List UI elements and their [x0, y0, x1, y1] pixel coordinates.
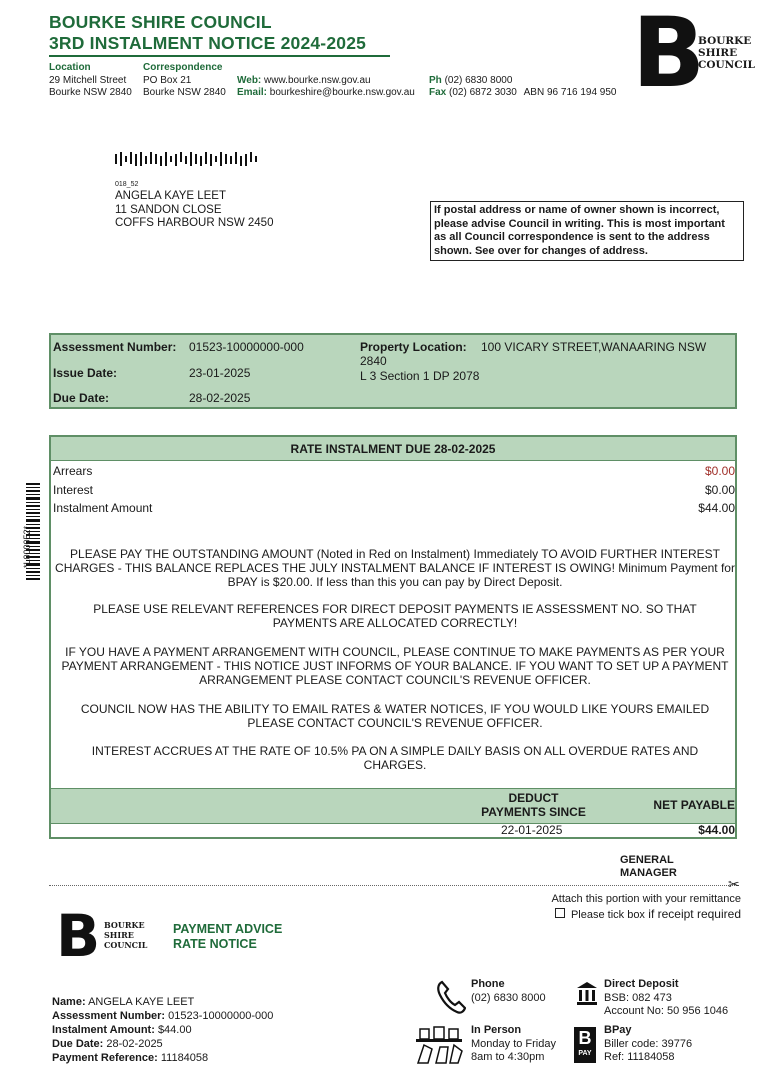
instalment-value: $44.00 [698, 501, 735, 515]
pd-assessment-value: 01523-10000000-000 [168, 1010, 274, 1022]
web-email-block [237, 75, 415, 100]
in-person-icon [414, 1025, 464, 1065]
payment-details [52, 995, 273, 1065]
phone-number: (02) 6830 8000 [471, 991, 546, 1004]
council-title-block [49, 12, 366, 54]
tear-off-line [49, 885, 739, 886]
email-link[interactable]: bourkeshire@bourke.nsw.gov.au [269, 87, 415, 98]
pd-instalment-value: $44.00 [157, 1024, 192, 1036]
scissors-icon: ✂ [728, 876, 740, 892]
fax-value: (02) 6872 3030 [449, 87, 517, 98]
rate-heading: RATE INSTALMENT DUE 28-02-2025 [51, 437, 735, 461]
bank-icon [577, 982, 597, 1006]
interest-label: Interest [53, 483, 94, 497]
due-date-value: 28-02-2025 [189, 391, 251, 405]
fax-label: Fax [429, 87, 447, 98]
correspondence-line1: PO Box 21 [143, 74, 192, 86]
location-line1: 29 Mitchell Street [49, 74, 127, 86]
recipient-town: COFFS HARBOUR NSW 2450 [115, 217, 274, 229]
instalment-row [53, 501, 735, 515]
pd-name-value: ANGELA KAYE LEET [88, 996, 195, 1008]
issue-date-value: 23-01-2025 [189, 366, 251, 380]
council-logo: B [632, 0, 706, 109]
small-logo-line1: BOURKE [104, 920, 145, 930]
message-email: COUNCIL NOW HAS THE ABILITY TO EMAIL RATES & WATER NOTICES, IF YOU WOULD LIKE YOURS EMAILED PLEASE CONTACT COUNCIL'S REVENUE OFFICER. [80, 702, 710, 730]
header-rule [49, 55, 390, 57]
receipt-required-text: if receipt required [648, 907, 741, 921]
web-link[interactable]: www.bourke.nsw.gov.au [264, 74, 371, 86]
instalment-label: Instalment Amount [53, 501, 153, 515]
net-payable-header [51, 788, 735, 824]
logo-line3: COUNCIL [698, 59, 755, 71]
logo-line1: BOURKE [698, 35, 752, 47]
small-logo-line3: COUNCIL [104, 940, 148, 950]
net-payable-label: NET PAYABLE [653, 798, 735, 812]
property-line2: 2840 [360, 354, 387, 368]
location-block [49, 62, 132, 100]
pd-name-label: Name: [52, 996, 86, 1008]
tick-box-text: Please tick box [570, 909, 645, 921]
recipient-name: ANGELA KAYE LEET [115, 190, 227, 202]
arrears-value: $0.00 [704, 464, 735, 478]
interest-row [53, 483, 735, 497]
arrears-row [53, 464, 735, 478]
rate-instalment-box [49, 435, 737, 839]
due-date-label: Due Date: [53, 391, 110, 405]
bpay-logo [574, 1027, 596, 1063]
arrears-label: Arrears [53, 464, 93, 478]
abn: ABN 96 716 194 950 [523, 87, 617, 98]
pd-ref-value: 11184058 [160, 1052, 209, 1064]
email-label: Email: [237, 87, 268, 98]
bpay-logo-letter: B [578, 1028, 592, 1048]
in-person-method [471, 1024, 556, 1065]
deposit-bsb: BSB: 082 473 [604, 991, 672, 1004]
deduct-payments-label [471, 791, 596, 819]
correspondence-line2: Bourke NSW 2840 [143, 87, 226, 98]
location-line2: Bourke NSW 2840 [49, 87, 132, 98]
location-label: Location [49, 62, 91, 73]
logo-line2: SHIRE [698, 47, 738, 59]
deduct-line1: DEDUCT [508, 791, 559, 805]
council-name: BOURKE SHIRE COUNCIL [49, 12, 272, 32]
correspondence-block [143, 62, 226, 100]
deposit-title: Direct Deposit [604, 978, 679, 990]
signoff-line2: MANAGER [620, 867, 677, 879]
mail-code: 018_52 [115, 181, 139, 188]
payments-since-date: 22-01-2025 [501, 823, 563, 837]
deduct-line2: PAYMENTS SINCE [481, 805, 586, 819]
notice-title: 3RD INSTALMENT NOTICE 2024-2025 [49, 33, 367, 53]
message-references: PLEASE USE RELEVANT REFERENCES FOR DIRECT DEPOSIT PAYMENTS IE ASSESSMENT NO. SO THAT PAYMENTS ARE ALLOCATED CORRECTLY! [93, 602, 697, 630]
council-logo-text [698, 35, 755, 71]
postal-barcode [115, 152, 260, 166]
net-payable-value: $44.00 [698, 823, 735, 837]
in-person-hours: 8am to 4:30pm [471, 1051, 545, 1063]
payment-advice-title [173, 922, 282, 952]
bpay-method [604, 1024, 692, 1065]
correspondence-label: Correspondence [143, 62, 223, 73]
phone-method [471, 978, 546, 1005]
phone-fax-block [429, 75, 617, 100]
recipient-address [115, 180, 273, 231]
address-notice-box: If postal address or name of owner shown is incorrect, please advise Council in writing. This is most important as all Council correspondence is sent to the address shown. See over for changes of address. [430, 201, 744, 261]
advice-title2: RATE NOTICE [173, 937, 257, 951]
property-line1: 100 VICARY STREET,WANAARING NSW [481, 340, 707, 354]
message-arrangement: IF YOU HAVE A PAYMENT ARRANGEMENT WITH COUNCIL, PLEASE CONTINUE TO MAKE PAYMENTS AS PER YOUR PAYMENT ARRANGEMENT - THIS NOTICE JUST INFORMS OF YOUR BALANCE. IF YOU WANT TO SET UP A PAYMENT ARRANGEMENT PLEASE CONTACT COUNCIL'S REVENUE OFFICER. [61, 645, 729, 687]
receipt-checkbox[interactable] [555, 908, 565, 918]
pd-ref-label: Payment Reference: [52, 1052, 158, 1064]
council-logo-small: B [56, 902, 101, 970]
interest-value: $0.00 [704, 483, 735, 497]
bpay-biller: Biller code: 39776 [604, 1037, 693, 1050]
council-logo-small-text [104, 920, 147, 950]
pd-due-value: 28-02-2025 [106, 1038, 163, 1050]
web-label: Web: [237, 74, 262, 86]
signoff-line1: GENERAL [620, 854, 674, 866]
assessment-number-value: 01523-10000000-000 [189, 340, 304, 354]
assessment-info-box [49, 333, 737, 409]
pd-instalment-label: Instalment Amount: [52, 1024, 155, 1036]
phone-title: Phone [471, 978, 505, 990]
direct-deposit-method [604, 978, 728, 1019]
pd-due-label: Due Date: [52, 1038, 104, 1050]
phone-icon [436, 980, 466, 1016]
message-interest: INTEREST ACCRUES AT THE RATE OF 10.5% PA ON A SIMPLE DAILY BASIS ON ALL OVERDUE RATES AND CHARGES. [91, 744, 699, 772]
side-barcode-text: *L000052* [22, 525, 32, 569]
deposit-account: Account No: 50 956 1046 [604, 1005, 729, 1017]
pd-assessment-label: Assessment Number: [52, 1010, 166, 1022]
bpay-title: BPay [604, 1024, 632, 1036]
in-person-days: Monday to Friday [471, 1037, 556, 1050]
bpay-logo-text: PAY [578, 1050, 592, 1057]
ph-value: (02) 6830 8000 [444, 74, 513, 86]
issue-date-label: Issue Date: [53, 366, 118, 380]
small-logo-line2: SHIRE [104, 930, 134, 940]
receipt-tick-row [555, 907, 741, 921]
property-location-label: Property Location: [360, 340, 467, 354]
recipient-street: 11 SANDON CLOSE [115, 203, 222, 216]
attach-remittance-text: Attach this portion with your remittance [551, 893, 741, 905]
ph-label: Ph [429, 74, 442, 86]
property-line3: L 3 Section 1 DP 2078 [360, 369, 480, 383]
advice-title1: PAYMENT ADVICE [173, 922, 283, 936]
general-manager-signoff [620, 854, 677, 880]
message-outstanding: PLEASE PAY THE OUTSTANDING AMOUNT (Noted in Red on Instalment) Immediately TO AVOID FURTHER INTEREST CHARGES - THIS BALANCE REPLACES THE JULY INSTALMENT BALANCE IF INTEREST IS OWING! Minimum Payment for BPAY is $20.00. If less than this you can pay by Direct Deposit. [55, 547, 735, 589]
in-person-title: In Person [471, 1024, 522, 1036]
bpay-ref: Ref: 11184058 [604, 1051, 675, 1063]
assessment-number-label: Assessment Number: [53, 340, 177, 354]
